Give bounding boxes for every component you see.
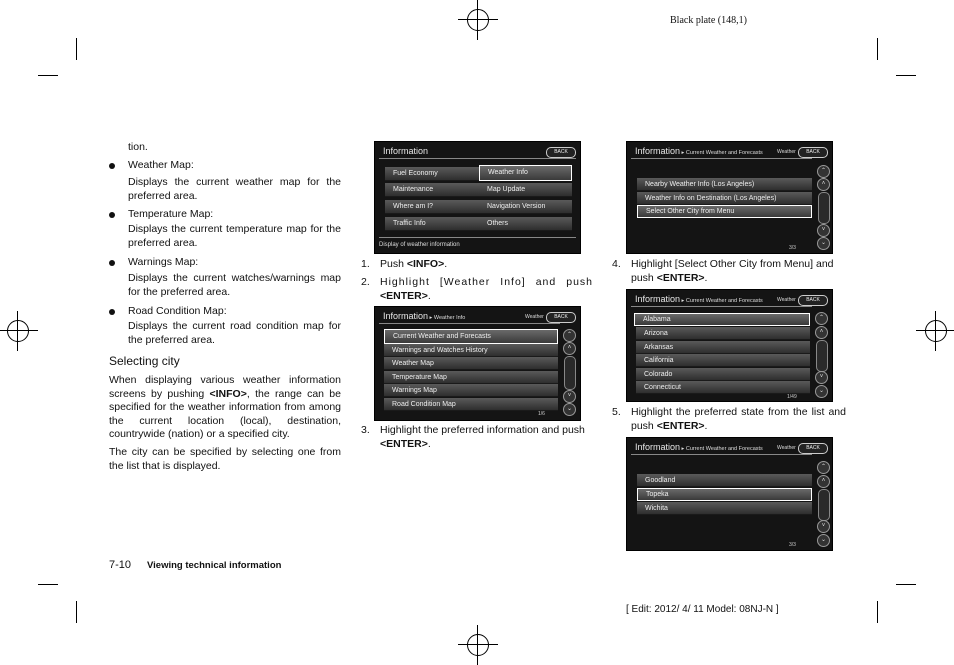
step-text-b: . [427, 289, 431, 302]
screen-title: Information [383, 146, 429, 156]
step-key: <ENTER> [656, 419, 705, 432]
scrollbar[interactable] [818, 489, 830, 521]
scroll-down-icon[interactable]: ˅ [817, 520, 830, 533]
step-key: <ENTER> [380, 289, 428, 302]
registration-mark [916, 311, 954, 351]
scroll-down-icon[interactable]: ˅ [563, 390, 576, 403]
menu-item[interactable]: Maintenance [385, 183, 481, 197]
screen-category: Weather [777, 297, 796, 303]
screen-title [635, 146, 763, 156]
screen-subtitle-text: Current Weather and Forecasts [685, 150, 763, 156]
scrollbar[interactable] [818, 192, 830, 224]
bullet-title: Road Condition Map: [128, 305, 227, 317]
step-text-b: . [704, 419, 708, 432]
screen-title [635, 294, 763, 304]
bullet-icon [109, 212, 115, 218]
registration-mark [0, 311, 38, 351]
divider [631, 158, 812, 159]
screen-subtitle-text: Weather Info [433, 315, 466, 321]
screen-title-text: Information [383, 311, 429, 321]
step-text-a: Highlight the preferred information and push [380, 424, 585, 436]
back-button[interactable]: BACK [546, 312, 576, 323]
list-item[interactable]: Weather Info on Destination (Los Angeles) [637, 192, 812, 205]
menu-item[interactable]: Map Update [479, 183, 572, 197]
screen-title-text: Information [635, 442, 681, 452]
back-button[interactable]: BACK [798, 295, 828, 306]
crop-mark [896, 584, 916, 585]
list-item[interactable]: California [636, 354, 810, 367]
list-item[interactable]: Colorado [636, 368, 810, 381]
list-item[interactable]: Arkansas [636, 341, 810, 354]
menu-item[interactable]: Traffic Info [385, 217, 481, 231]
scrollbar[interactable] [816, 340, 828, 372]
crop-mark [38, 584, 58, 585]
menu-item[interactable]: Where am I? [385, 200, 481, 214]
step-text-a: Highlight the preferred state from the list and push [631, 406, 846, 432]
list-item-selected[interactable]: Topeka [637, 488, 812, 501]
paragraph: The city can be specified by selecting one from the list that is displayed. [109, 446, 341, 472]
step-text [380, 258, 447, 272]
step-key: <ENTER> [656, 271, 705, 284]
step-text [380, 276, 593, 303]
scrollbar[interactable] [564, 356, 576, 390]
divider [379, 158, 576, 159]
step-number: 3. [361, 424, 370, 436]
scroll-top-icon[interactable]: ⌃ [817, 461, 830, 474]
bullet-title: Weather Map: [128, 159, 194, 171]
screen-subtitle: ▸ Current Weather and Forecasts [680, 150, 763, 156]
divider [379, 323, 560, 324]
step-text-b: . [427, 437, 431, 450]
bullet-desc: Displays the current watches/warnings map for the preferred area. [128, 272, 341, 298]
scroll-up-icon[interactable]: ˄ [817, 178, 830, 191]
divider [631, 306, 812, 307]
step-number: 4. [612, 258, 621, 270]
menu-item[interactable]: Fuel Economy [385, 167, 481, 181]
crop-mark [877, 38, 878, 60]
scroll-up-icon[interactable]: ˄ [563, 342, 576, 355]
step-number: 2. [361, 276, 370, 288]
list-item[interactable]: Connecticut [636, 381, 810, 394]
list-item[interactable]: Wichita [637, 502, 812, 515]
menu-item[interactable]: Navigation Version [479, 200, 572, 214]
scroll-down-icon[interactable]: ˅ [815, 371, 828, 384]
nav-screen-information [374, 141, 581, 254]
screen-subtitle: ▸ Current Weather and Forecasts [680, 298, 763, 304]
back-button[interactable]: BACK [546, 147, 576, 158]
list-item[interactable]: Nearby Weather Info (Los Angeles) [637, 178, 812, 191]
page-counter: 3/3 [789, 245, 796, 251]
menu-item[interactable]: Others [479, 217, 572, 231]
step-text [631, 258, 846, 285]
info-key: <INFO> [209, 387, 247, 400]
list-item[interactable]: Road Condition Map [384, 398, 558, 411]
screen-category: Weather [525, 314, 544, 320]
scroll-bottom-icon[interactable]: ⌄ [817, 534, 830, 547]
scroll-top-icon[interactable]: ⌃ [815, 312, 828, 325]
nav-screen-state-list [626, 289, 833, 402]
list-item-selected[interactable]: Select Other City from Menu [637, 205, 812, 218]
step-text [631, 406, 846, 433]
page-counter: 3/3 [789, 542, 796, 548]
screen-subtitle-text: Current Weather and Forecasts [685, 446, 763, 452]
status-text: Display of weather information [379, 242, 460, 248]
step-text-a: Push [380, 258, 407, 270]
plate-label: Black plate (148,1) [670, 15, 747, 26]
step-text-a: Highlight [Weather Info] and push [380, 276, 593, 288]
bullet-title: Temperature Map: [128, 208, 214, 220]
screen-title [635, 442, 763, 452]
bullet-icon [109, 163, 115, 169]
scroll-top-icon[interactable]: ⌃ [563, 329, 576, 342]
screen-title [383, 311, 465, 321]
registration-mark [458, 625, 498, 665]
section-heading: Selecting city [109, 354, 180, 368]
list-item-selected[interactable]: Alabama [634, 313, 810, 326]
step-text-b: . [444, 258, 448, 270]
page-number: 7-10 [109, 559, 132, 571]
scroll-up-icon[interactable]: ˄ [817, 475, 830, 488]
crop-mark [877, 601, 878, 623]
page-counter: 1/6 [538, 411, 545, 417]
scroll-up-icon[interactable]: ˄ [815, 326, 828, 339]
step-key: <ENTER> [380, 437, 428, 450]
scroll-bottom-icon[interactable]: ⌄ [817, 237, 830, 250]
list-item[interactable]: Temperature Map [384, 371, 558, 384]
scroll-top-icon[interactable]: ⌃ [817, 165, 830, 178]
edit-info: [ Edit: 2012/ 4/ 11 Model: 08NJ-N ] [626, 604, 779, 615]
list-item-selected[interactable]: Current Weather and Forecasts [384, 329, 558, 344]
screen-subtitle: ▸ Current Weather and Forecasts [680, 446, 763, 452]
list-item[interactable]: Arizona [636, 327, 810, 340]
crop-mark [38, 75, 58, 76]
section-name: Viewing technical information [147, 560, 282, 571]
screen-title-text: Information [635, 146, 681, 156]
scroll-bottom-icon[interactable]: ⌄ [815, 385, 828, 398]
bullet-desc: Displays the current weather map for the preferred area. [128, 176, 341, 202]
screen-category: Weather [777, 149, 796, 155]
screen-subtitle-text: Current Weather and Forecasts [685, 298, 763, 304]
nav-screen-weather-info [374, 306, 581, 421]
continued-text: tion. [128, 141, 148, 153]
bullet-icon [109, 309, 115, 315]
step-number: 5. [612, 406, 621, 418]
nav-screen-select-city [626, 141, 833, 254]
crop-mark [76, 601, 77, 623]
screen-title-text: Information [635, 294, 681, 304]
paragraph-text: When displaying various weather information screens by pushing [109, 374, 341, 400]
divider [631, 454, 812, 455]
scroll-bottom-icon[interactable]: ⌄ [563, 403, 576, 416]
bullet-title: Warnings Map: [128, 256, 199, 268]
list-item[interactable]: Weather Map [384, 357, 558, 370]
screen-subtitle: ▸ Weather Info [428, 315, 466, 321]
step-text [380, 424, 595, 451]
page-counter: 1/49 [787, 394, 797, 400]
paragraph [109, 374, 341, 442]
bullet-desc: Displays the current road condition map for the preferred area. [128, 320, 341, 346]
bullet-desc: Displays the current temperature map for the preferred area. [128, 223, 341, 249]
step-number: 1. [361, 258, 370, 270]
step-key: <INFO> [406, 258, 445, 270]
crop-mark [896, 75, 916, 76]
screen-category: Weather [777, 445, 796, 451]
registration-mark [458, 0, 498, 40]
list-item[interactable]: Warnings Map [384, 384, 558, 397]
nav-screen-city-list [626, 437, 833, 551]
bullet-icon [109, 260, 115, 266]
paragraph-text: , the range can be specified for the weather information from among the current location (local), destination, countrywide (nation) or a specified city. [109, 387, 341, 440]
list-item[interactable]: Warnings and Watches History [384, 344, 558, 357]
scroll-down-icon[interactable]: ˅ [817, 224, 830, 237]
step-text-b: . [704, 271, 708, 284]
back-button[interactable]: BACK [798, 147, 828, 158]
list-item[interactable]: Goodland [637, 474, 812, 487]
back-button[interactable]: BACK [798, 443, 828, 454]
step-text-a: Highlight [Select Other City from Menu] and push [631, 258, 834, 284]
crop-mark [76, 38, 77, 60]
divider [379, 237, 576, 238]
menu-item-selected[interactable]: Weather Info [479, 165, 572, 181]
